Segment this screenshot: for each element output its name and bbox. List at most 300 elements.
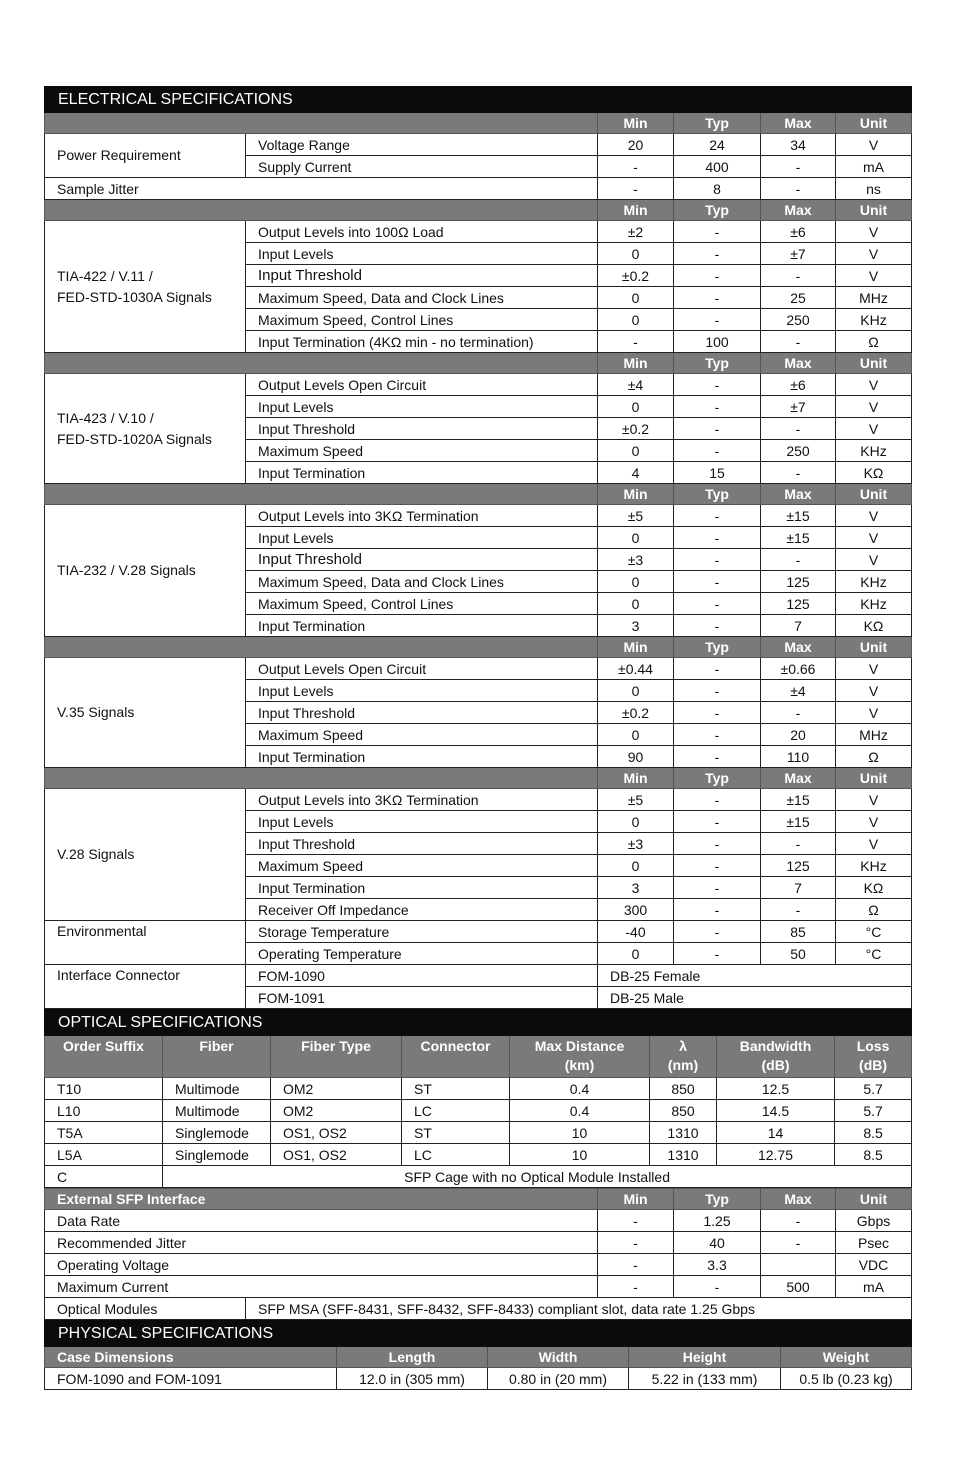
- value-max: ±15: [761, 527, 836, 549]
- group-label: [45, 221, 246, 353]
- value-min: 0: [598, 440, 674, 462]
- value-min: 0: [598, 680, 674, 702]
- value-typ: 400: [674, 156, 761, 178]
- header-label: [45, 200, 598, 221]
- value-min: ±0.44: [598, 658, 674, 680]
- connector: ST: [402, 1122, 510, 1144]
- parameter: Input Levels: [246, 680, 598, 702]
- value-min: 20: [598, 134, 674, 156]
- value-unit: °C: [836, 943, 912, 965]
- value-unit: V: [836, 789, 912, 811]
- cage-note: SFP Cage with no Optical Module Installed: [163, 1166, 912, 1188]
- value-typ: -: [674, 724, 761, 746]
- group-label-line2: FED-STD-1020A Signals: [57, 430, 212, 447]
- value-min: 0: [598, 943, 674, 965]
- value-max: 250: [761, 309, 836, 331]
- value-max: 85: [761, 921, 836, 943]
- table-row: [45, 1254, 912, 1276]
- parameter: Input Levels: [246, 243, 598, 265]
- parameter: Input Threshold: [246, 265, 598, 287]
- value-unit: V: [836, 374, 912, 396]
- fiber: Multimode: [163, 1078, 271, 1100]
- table-row: [45, 921, 912, 943]
- value-unit: Gbps: [836, 1210, 912, 1232]
- value-min: ±0.2: [598, 265, 674, 287]
- optical-header-label: Loss: [856, 1038, 890, 1054]
- value-max: -: [761, 702, 836, 724]
- value-min: 90: [598, 746, 674, 768]
- value-typ: -: [674, 287, 761, 309]
- value-unit: Psec: [836, 1232, 912, 1254]
- value-typ: -: [674, 899, 761, 921]
- table-row: [45, 1232, 912, 1254]
- value-max: -: [761, 1232, 836, 1254]
- value-unit: KHz: [836, 593, 912, 615]
- column-header: Max: [761, 113, 836, 134]
- parameter: Storage Temperature: [246, 921, 598, 943]
- fiber: Singlemode: [163, 1144, 271, 1166]
- column-header-row: [45, 353, 912, 374]
- parameter: Input Termination: [246, 462, 598, 484]
- value-unit: VDC: [836, 1254, 912, 1276]
- column-header: Unit: [836, 768, 912, 789]
- parameter: Input Termination: [246, 746, 598, 768]
- parameter: Maximum Speed: [246, 724, 598, 746]
- group-label: Power Requirement: [45, 134, 246, 178]
- optical-body: [45, 1010, 912, 1188]
- physical-table: [44, 1320, 912, 1390]
- value-min: ±5: [598, 505, 674, 527]
- value-typ: -: [674, 658, 761, 680]
- physical-column-header: Height: [629, 1347, 781, 1368]
- column-header: Typ: [674, 768, 761, 789]
- value-min: ±4: [598, 374, 674, 396]
- value-max: -: [761, 265, 836, 287]
- optical-header-label: Bandwidth: [739, 1038, 812, 1054]
- column-header: Typ: [674, 484, 761, 505]
- value-max: 25: [761, 287, 836, 309]
- value-unit: V: [836, 418, 912, 440]
- value-typ: -: [674, 943, 761, 965]
- wavelength: 1310: [650, 1144, 717, 1166]
- table-row: [45, 1368, 912, 1390]
- value-max: -: [761, 156, 836, 178]
- value-typ: -: [674, 396, 761, 418]
- bandwidth: 14: [717, 1122, 835, 1144]
- electrical-body: [45, 87, 912, 1009]
- group-label-line1: V.28 Signals: [57, 846, 135, 862]
- value-max: ±15: [761, 811, 836, 833]
- group-label-line1: TIA-232 / V.28 Signals: [57, 562, 196, 578]
- fiber-type: OM2: [271, 1078, 402, 1100]
- order-suffix: L10: [45, 1100, 163, 1122]
- physical-title: PHYSICAL SPECIFICATIONS: [45, 1321, 912, 1347]
- column-header: Min: [598, 484, 674, 505]
- value-typ: -: [674, 243, 761, 265]
- fiber-type: OM2: [271, 1100, 402, 1122]
- table-row: [45, 789, 912, 811]
- optical-header-label: Fiber Type: [301, 1038, 371, 1054]
- value-min: 3: [598, 615, 674, 637]
- wavelength: 850: [650, 1100, 717, 1122]
- value-unit: KΩ: [836, 615, 912, 637]
- column-header: Unit: [836, 637, 912, 658]
- table-row: [45, 1078, 912, 1100]
- column-header-row: [45, 637, 912, 658]
- value-unit: mA: [836, 1276, 912, 1298]
- value-unit: V: [836, 811, 912, 833]
- optical-title: OPTICAL SPECIFICATIONS: [45, 1010, 912, 1036]
- value-typ: 40: [674, 1232, 761, 1254]
- fiber-type: OS1, OS2: [271, 1122, 402, 1144]
- value-unit: V: [836, 505, 912, 527]
- parameter: Sample Jitter: [45, 178, 598, 200]
- dimension-height: 5.22 in (133 mm): [629, 1368, 781, 1390]
- column-header-row: [45, 1189, 912, 1210]
- value-typ: -: [674, 746, 761, 768]
- value-max: -: [761, 178, 836, 200]
- order-suffix: C: [45, 1166, 163, 1188]
- value-min: 3: [598, 877, 674, 899]
- parameter: Data Rate: [45, 1210, 598, 1232]
- table-row: [45, 221, 912, 243]
- column-header: Max: [761, 768, 836, 789]
- value-typ: 3.3: [674, 1254, 761, 1276]
- value-unit: V: [836, 527, 912, 549]
- value-max: 500: [761, 1276, 836, 1298]
- optical-column-header: [45, 1036, 163, 1078]
- value-typ: -: [674, 615, 761, 637]
- table-row: [45, 374, 912, 396]
- column-header: Min: [598, 768, 674, 789]
- value-unit: Ω: [836, 331, 912, 353]
- value-typ: -: [674, 549, 761, 571]
- group-label-line1: V.35 Signals: [57, 704, 135, 720]
- value-min: -: [598, 1210, 674, 1232]
- value-min: 0: [598, 571, 674, 593]
- value-min: -40: [598, 921, 674, 943]
- value-unit: V: [836, 833, 912, 855]
- value-typ: -: [674, 833, 761, 855]
- physical-body: [45, 1321, 912, 1390]
- column-header: Min: [598, 637, 674, 658]
- value-max: -: [761, 331, 836, 353]
- max-distance: 10: [510, 1144, 650, 1166]
- loss: 5.7: [835, 1078, 912, 1100]
- value-min: 300: [598, 899, 674, 921]
- loss: 8.5: [835, 1144, 912, 1166]
- value-unit: V: [836, 134, 912, 156]
- value-max: ±6: [761, 221, 836, 243]
- order-suffix: T10: [45, 1078, 163, 1100]
- column-header: Unit: [836, 113, 912, 134]
- value-unit: ns: [836, 178, 912, 200]
- fiber: Singlemode: [163, 1122, 271, 1144]
- value-typ: -: [674, 505, 761, 527]
- value-max: 7: [761, 877, 836, 899]
- value-min: ±5: [598, 789, 674, 811]
- dimension-length: 12.0 in (305 mm): [337, 1368, 488, 1390]
- optical-column-header: [163, 1036, 271, 1078]
- value-max: 125: [761, 571, 836, 593]
- value-min: -: [598, 1254, 674, 1276]
- value-max: ±6: [761, 374, 836, 396]
- modules-text: SFP MSA (SFF-8431, SFF-8432, SFF-8433) compliant slot, data rate 1.25 Gbps: [246, 1298, 912, 1320]
- column-header: Unit: [836, 484, 912, 505]
- value-max: -: [761, 549, 836, 571]
- header-label: [45, 768, 598, 789]
- value-typ: -: [674, 527, 761, 549]
- value-min: ±0.2: [598, 418, 674, 440]
- column-header: Typ: [674, 113, 761, 134]
- value-typ: -: [674, 571, 761, 593]
- table-row: [45, 1210, 912, 1232]
- group-label: Interface Connector: [45, 965, 246, 1009]
- value-typ: -: [674, 418, 761, 440]
- parameter: Output Levels into 100Ω Load: [246, 221, 598, 243]
- physical-column-header: Length: [337, 1347, 488, 1368]
- value-typ: -: [674, 265, 761, 287]
- value-min: ±3: [598, 549, 674, 571]
- table-row: [45, 1144, 912, 1166]
- value-min: ±0.2: [598, 702, 674, 724]
- value-typ: -: [674, 702, 761, 724]
- value-unit: mA: [836, 156, 912, 178]
- value-max: 250: [761, 440, 836, 462]
- table-row: [45, 178, 912, 200]
- column-header: Max: [761, 353, 836, 374]
- connector-type: DB-25 Male: [598, 987, 912, 1009]
- value-max: ±7: [761, 396, 836, 418]
- value-max: -: [761, 1210, 836, 1232]
- max-distance: 0.4: [510, 1100, 650, 1122]
- value-max: ±15: [761, 789, 836, 811]
- electrical-title: ELECTRICAL SPECIFICATIONS: [45, 87, 912, 113]
- value-unit: MHz: [836, 287, 912, 309]
- value-typ: -: [674, 680, 761, 702]
- table-row: [45, 965, 912, 987]
- parameter: Maximum Speed, Control Lines: [246, 593, 598, 615]
- value-min: ±2: [598, 221, 674, 243]
- value-unit: V: [836, 658, 912, 680]
- column-header: Max: [761, 637, 836, 658]
- optical-header-unit: (km): [564, 1057, 595, 1073]
- parameter: Input Threshold: [246, 549, 598, 571]
- value-typ: -: [674, 309, 761, 331]
- parameter: Output Levels Open Circuit: [246, 374, 598, 396]
- optical-column-header: [835, 1036, 912, 1078]
- header-label: [45, 484, 598, 505]
- physical-column-header: Case Dimensions: [45, 1347, 337, 1368]
- value-min: -: [598, 1232, 674, 1254]
- group-label: [45, 505, 246, 637]
- table-row: [45, 134, 912, 156]
- dimension-name: FOM-1090 and FOM-1091: [45, 1368, 337, 1390]
- header-label: [45, 637, 598, 658]
- bandwidth: 14.5: [717, 1100, 835, 1122]
- value-max: ±15: [761, 505, 836, 527]
- value-unit: Ω: [836, 746, 912, 768]
- value-min: 0: [598, 309, 674, 331]
- value-unit: KHz: [836, 571, 912, 593]
- header-label: [45, 353, 598, 374]
- parameter: Maximum Speed, Data and Clock Lines: [246, 287, 598, 309]
- parameter: Maximum Speed: [246, 855, 598, 877]
- optical-header-label: Connector: [420, 1038, 491, 1054]
- value-min: -: [598, 178, 674, 200]
- group-label: Optical Modules: [45, 1298, 246, 1320]
- column-header: Unit: [836, 1189, 912, 1210]
- parameter: Maximum Speed, Control Lines: [246, 309, 598, 331]
- electrical-table: [44, 86, 912, 1009]
- optical-column-header: [650, 1036, 717, 1078]
- value-unit: V: [836, 702, 912, 724]
- column-header: Typ: [674, 637, 761, 658]
- column-header-row: [45, 200, 912, 221]
- value-unit: V: [836, 243, 912, 265]
- optical-header-label: Max Distance: [534, 1038, 625, 1054]
- column-header: Typ: [674, 1189, 761, 1210]
- bandwidth: 12.5: [717, 1078, 835, 1100]
- column-header: Min: [598, 200, 674, 221]
- value-typ: -: [674, 440, 761, 462]
- optical-column-header: [510, 1036, 650, 1078]
- group-label: [45, 789, 246, 921]
- loss: 8.5: [835, 1122, 912, 1144]
- parameter: Receiver Off Impedance: [246, 899, 598, 921]
- wavelength: 1310: [650, 1122, 717, 1144]
- parameter: Input Threshold: [246, 833, 598, 855]
- value-min: 0: [598, 855, 674, 877]
- sfp-table: [44, 1188, 912, 1320]
- column-header-row: [45, 768, 912, 789]
- value-min: 0: [598, 287, 674, 309]
- value-max: ±4: [761, 680, 836, 702]
- optical-column-header: [402, 1036, 510, 1078]
- value-max: ±7: [761, 243, 836, 265]
- value-typ: -: [674, 811, 761, 833]
- value-typ: -: [674, 221, 761, 243]
- optical-column-header: [271, 1036, 402, 1078]
- max-distance: 0.4: [510, 1078, 650, 1100]
- value-typ: 1.25: [674, 1210, 761, 1232]
- column-header-row: [45, 484, 912, 505]
- parameter: Input Levels: [246, 811, 598, 833]
- optical-header-unit: (nm): [667, 1057, 699, 1073]
- optical-header-label: Fiber: [199, 1038, 234, 1054]
- parameter: Input Levels: [246, 527, 598, 549]
- wavelength: 850: [650, 1078, 717, 1100]
- column-header: Min: [598, 353, 674, 374]
- value-unit: V: [836, 265, 912, 287]
- group-label-line1: TIA-423 / V.10 /: [57, 409, 154, 426]
- connector-model: FOM-1091: [246, 987, 598, 1009]
- optical-header-label: Order Suffix: [63, 1038, 144, 1054]
- value-max: 110: [761, 746, 836, 768]
- column-header: Unit: [836, 200, 912, 221]
- value-min: 0: [598, 811, 674, 833]
- value-min: -: [598, 331, 674, 353]
- value-min: 4: [598, 462, 674, 484]
- column-header-row: [45, 113, 912, 134]
- bandwidth: 12.75: [717, 1144, 835, 1166]
- column-header: Min: [598, 113, 674, 134]
- value-max: 20: [761, 724, 836, 746]
- value-max: 125: [761, 593, 836, 615]
- value-max: 7: [761, 615, 836, 637]
- value-unit: KΩ: [836, 877, 912, 899]
- value-typ: -: [674, 374, 761, 396]
- value-min: 0: [598, 593, 674, 615]
- table-row: [45, 658, 912, 680]
- header-label: External SFP Interface: [45, 1189, 598, 1210]
- table-row: [45, 1166, 912, 1188]
- parameter: Output Levels into 3KΩ Termination: [246, 789, 598, 811]
- table-row: [45, 1298, 912, 1320]
- physical-column-header: Weight: [781, 1347, 912, 1368]
- value-typ: -: [674, 1276, 761, 1298]
- value-max: ±0.66: [761, 658, 836, 680]
- dimension-weight: 0.5 lb (0.23 kg): [781, 1368, 912, 1390]
- fiber-type: OS1, OS2: [271, 1144, 402, 1166]
- column-header: Unit: [836, 353, 912, 374]
- dimension-width: 0.80 in (20 mm): [488, 1368, 629, 1390]
- group-label: Environmental: [45, 921, 246, 965]
- group-label: [45, 374, 246, 484]
- column-header: Max: [761, 200, 836, 221]
- value-unit: MHz: [836, 724, 912, 746]
- header-label: [45, 113, 598, 134]
- value-unit: V: [836, 221, 912, 243]
- value-unit: V: [836, 396, 912, 418]
- column-header: Typ: [674, 200, 761, 221]
- fiber: Multimode: [163, 1100, 271, 1122]
- connector: ST: [402, 1078, 510, 1100]
- column-header: Max: [761, 1189, 836, 1210]
- physical-column-header: Width: [488, 1347, 629, 1368]
- parameter: Input Termination: [246, 877, 598, 899]
- connector-type: DB-25 Female: [598, 965, 912, 987]
- parameter: Operating Voltage: [45, 1254, 598, 1276]
- connector: LC: [402, 1144, 510, 1166]
- parameter: Operating Temperature: [246, 943, 598, 965]
- value-min: 0: [598, 527, 674, 549]
- value-max: [761, 1254, 836, 1276]
- parameter: Input Termination (4KΩ min - no termination): [246, 331, 598, 353]
- optical-table: [44, 1009, 912, 1188]
- parameter: Output Levels into 3KΩ Termination: [246, 505, 598, 527]
- loss: 5.7: [835, 1100, 912, 1122]
- optical-header-label: λ: [679, 1038, 687, 1054]
- group-label-line2: FED-STD-1030A Signals: [57, 288, 212, 305]
- column-header: Max: [761, 484, 836, 505]
- column-header: Typ: [674, 353, 761, 374]
- optical-header-row: [45, 1036, 912, 1078]
- value-unit: V: [836, 680, 912, 702]
- value-max: 50: [761, 943, 836, 965]
- value-typ: -: [674, 789, 761, 811]
- physical-header-row: [45, 1347, 912, 1368]
- sfp-body: [45, 1189, 912, 1320]
- value-typ: 24: [674, 134, 761, 156]
- value-unit: KHz: [836, 440, 912, 462]
- value-max: -: [761, 462, 836, 484]
- value-max: 34: [761, 134, 836, 156]
- value-min: 0: [598, 243, 674, 265]
- parameter: Input Threshold: [246, 702, 598, 724]
- value-max: -: [761, 833, 836, 855]
- value-min: -: [598, 156, 674, 178]
